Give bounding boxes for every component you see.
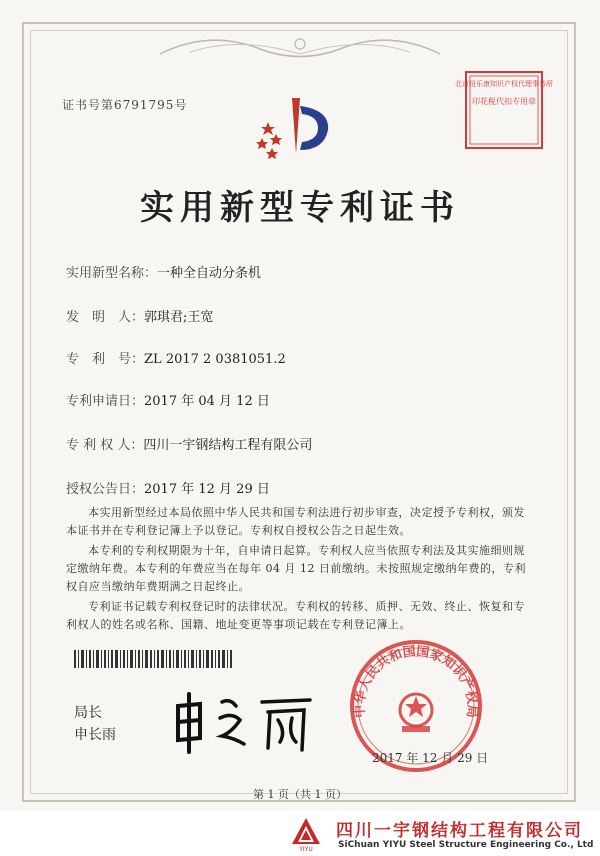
- company-name-cn: 四川一宇钢结构工程有限公司: [336, 821, 583, 841]
- handwritten-signature: [170, 688, 320, 758]
- field-utility-model-name: 实用新型名称：一种全自动分条机: [66, 266, 262, 281]
- page-number: 第 1 页（共 1 页）: [253, 788, 347, 801]
- field-patent-number: 专 利 号：ZL 2017 2 0381051.2: [66, 352, 286, 367]
- agency-tax-stamp: [455, 68, 553, 152]
- field-patentee: 专 利 权 人：四川一宇钢结构工程有限公司: [66, 438, 313, 453]
- signature-date: 2017 年 12 月 29 日: [372, 751, 489, 765]
- body-paragraph-1: 本实用新型经过本局依照中华人民共和国专利法进行初步审查，决定授予专利权，颁发本证书并在专利登记簿上予以登记。专利权自授权公告之日起生效。: [66, 506, 525, 537]
- body-paragraph-3: 专利证书记载专利权登记时的法律状况。专利权的转移、质押、无效、终止、恢复和专利权人的姓名或名称、国籍、地址变更等事项记载在专利登记簿上。: [66, 600, 525, 631]
- body-paragraph-2: 本专利的专利权期限为十年，自申请日起算。专利权人应当依照专利法及其实施细则规定缴纳年费。本专利的年费应当在每年 04 月 12 日前缴纳。未按照规定缴纳年费的，专利权自应当缴纳年费期满之日起终止。: [66, 544, 526, 593]
- signatory-name: 申长雨: [74, 727, 116, 743]
- certificate-number: 证书号第6791795号: [62, 98, 188, 112]
- field-grant-date: 授权公告日：2017 年 12 月 29 日: [66, 482, 270, 497]
- signatory-role: 局长: [74, 705, 102, 721]
- company-logo-text: YIYU: [299, 846, 313, 853]
- company-footer: [0, 810, 600, 856]
- page-title: 实用新型专利证书: [140, 188, 460, 228]
- company-name-en: SiChuan YIYU Steel Structure Engineering Co., Ltd: [338, 840, 594, 850]
- patent-office-logo: [250, 92, 350, 172]
- barcode: [74, 650, 234, 668]
- svg-text:中华人民共和国国家知识产权局: 中华人民共和国国家知识产权局: [352, 644, 480, 719]
- field-inventor: 发 明 人：郭琪君;王宽: [66, 310, 214, 325]
- company-logo-icon: [286, 816, 326, 850]
- field-application-date: 专利申请日：2017 年 04 月 12 日: [66, 394, 270, 409]
- agency-stamp-inner-text: 印花税代扣专用章: [472, 97, 536, 106]
- top-ornament: [150, 24, 450, 64]
- signatory-labels: [74, 702, 116, 746]
- svg-text:北京纽乐康知识产权代理事务所: 北京纽乐康知识产权代理事务所: [455, 80, 553, 88]
